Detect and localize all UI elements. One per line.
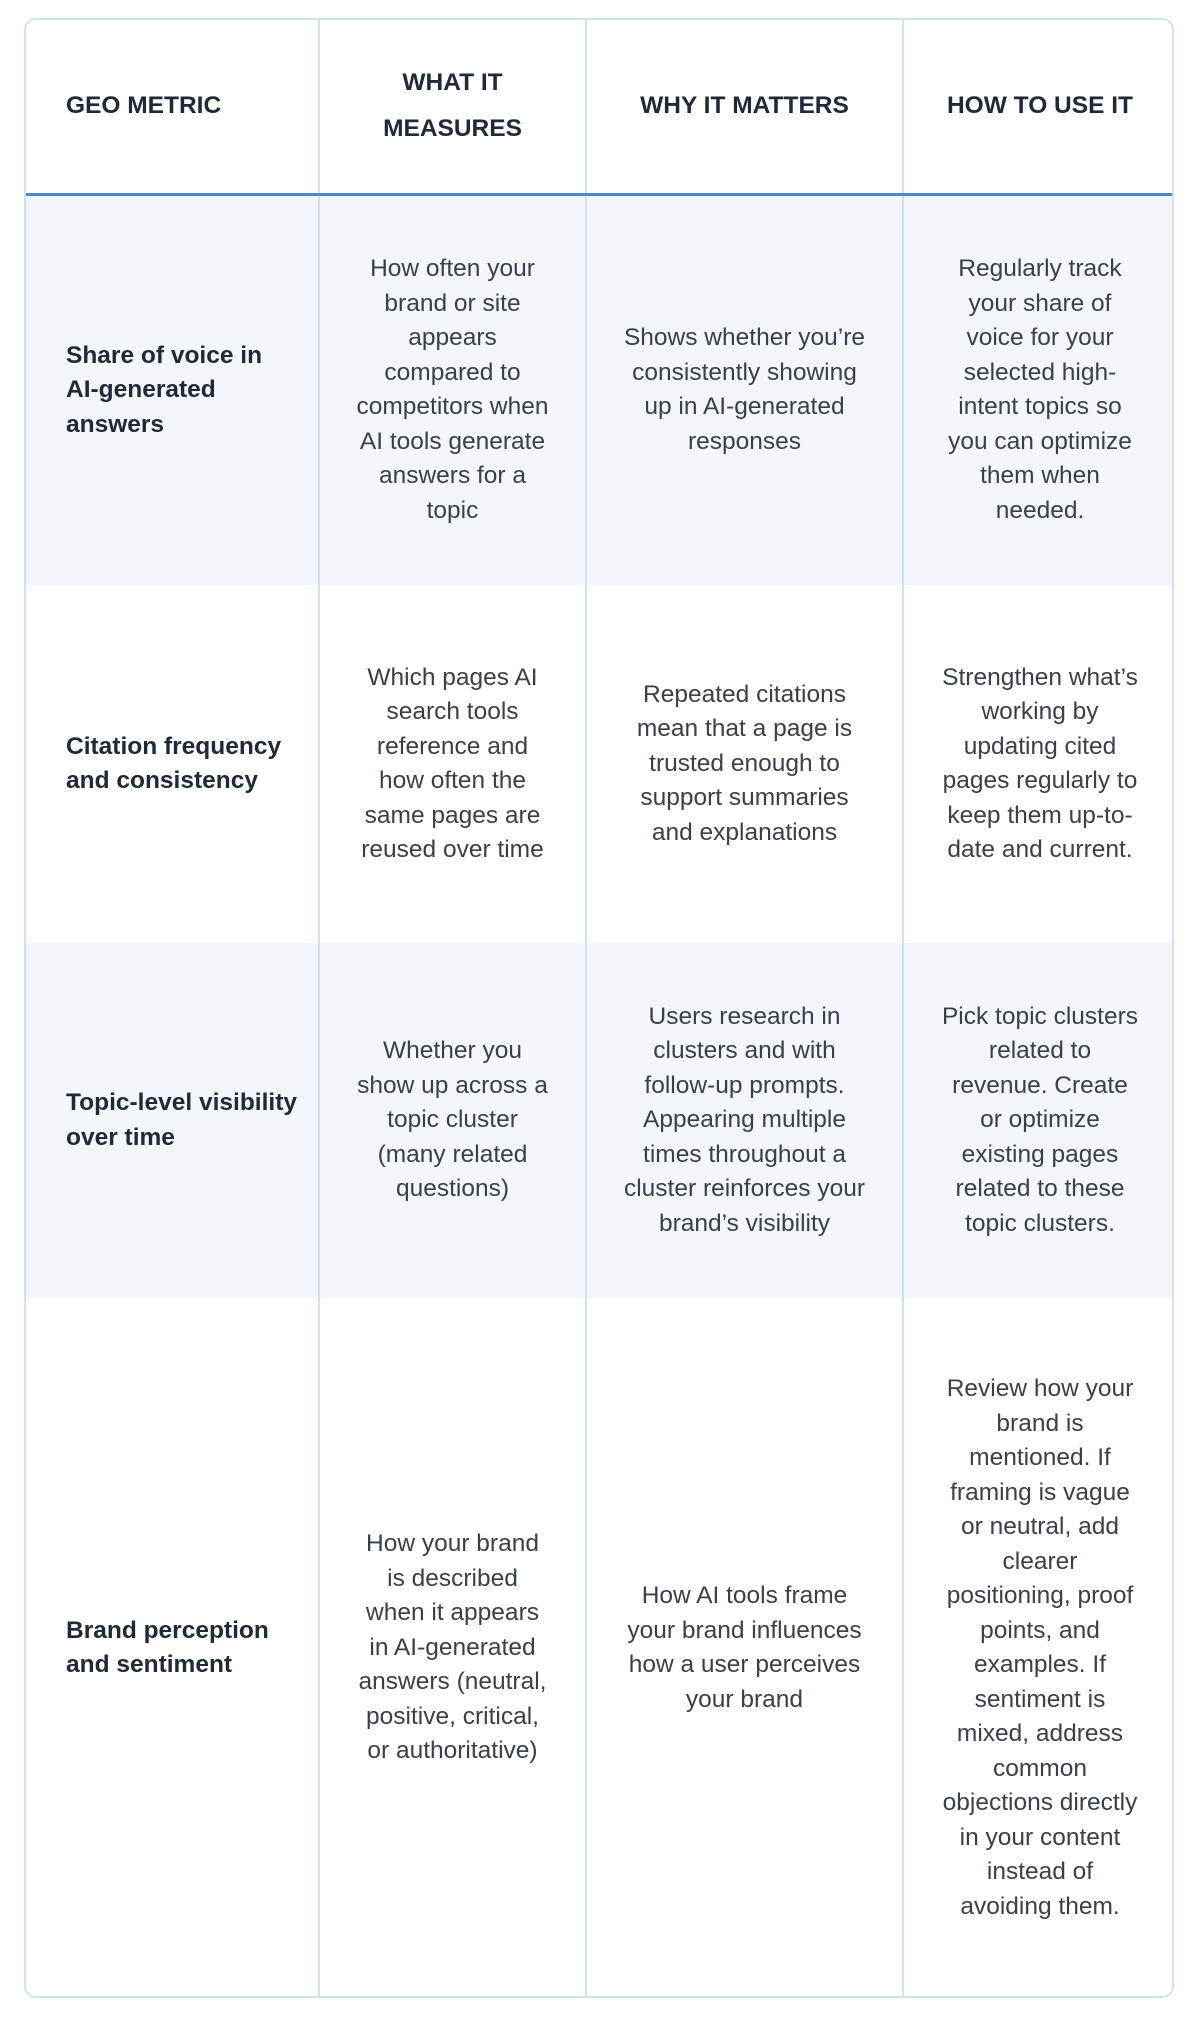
header-how-to-use-it: HOW TO USE IT: [903, 20, 1174, 194]
header-row: [26, 20, 1174, 194]
why-cell: Shows whether you’re consistently showing up in AI-generated responses: [586, 194, 903, 585]
what-cell: Whether you show up across a topic cluster (many related questions): [319, 943, 586, 1298]
how-cell: Regularly track your share of voice for your selected high-intent topics so you can optimize them when needed.: [903, 194, 1174, 585]
geo-metrics-table-container: [24, 18, 1174, 1998]
metric-cell: Citation frequency and consistency: [26, 585, 319, 943]
geo-metrics-table: [26, 20, 1174, 1998]
table-row: [26, 585, 1174, 943]
header-geo-metric: GEO METRIC: [26, 20, 319, 194]
what-cell: How often your brand or site appears compared to competitors when AI tools generate answers for a topic: [319, 194, 586, 585]
table-row: [26, 1298, 1174, 1998]
why-cell: Repeated citations mean that a page is trusted enough to support summaries and explanations: [586, 585, 903, 943]
table-row: [26, 194, 1174, 585]
what-cell: Which pages AI search tools reference and how often the same pages are reused over time: [319, 585, 586, 943]
header-why-it-matters: WHY IT MATTERS: [586, 20, 903, 194]
how-cell: Strengthen what’s working by updating cited pages regularly to keep them up-to-date and current.: [903, 585, 1174, 943]
table-body: [26, 194, 1174, 1998]
table-row: [26, 943, 1174, 1298]
table-header: [26, 20, 1174, 194]
header-what-it-measures: WHAT IT MEASURES: [319, 20, 586, 194]
why-cell: How AI tools frame your brand influences how a user perceives your brand: [586, 1298, 903, 1998]
how-cell: Review how your brand is mentioned. If framing is vague or neutral, add clearer positioning, proof points, and examples. If sentiment is mixed, address common objections directly in your content instead of avoiding them.: [903, 1298, 1174, 1998]
metric-cell: Topic-level visibility over time: [26, 943, 319, 1298]
how-cell: Pick topic clusters related to revenue. Create or optimize existing pages related to these topic clusters.: [903, 943, 1174, 1298]
what-cell: How your brand is described when it appears in AI-generated answers (neutral, positive, critical, or authoritative): [319, 1298, 586, 1998]
metric-cell: Brand perception and sentiment: [26, 1298, 319, 1998]
metric-cell: Share of voice in AI-generated answers: [26, 194, 319, 585]
why-cell: Users research in clusters and with follow-up prompts. Appearing multiple times throughout a cluster reinforces your brand’s visibility: [586, 943, 903, 1298]
